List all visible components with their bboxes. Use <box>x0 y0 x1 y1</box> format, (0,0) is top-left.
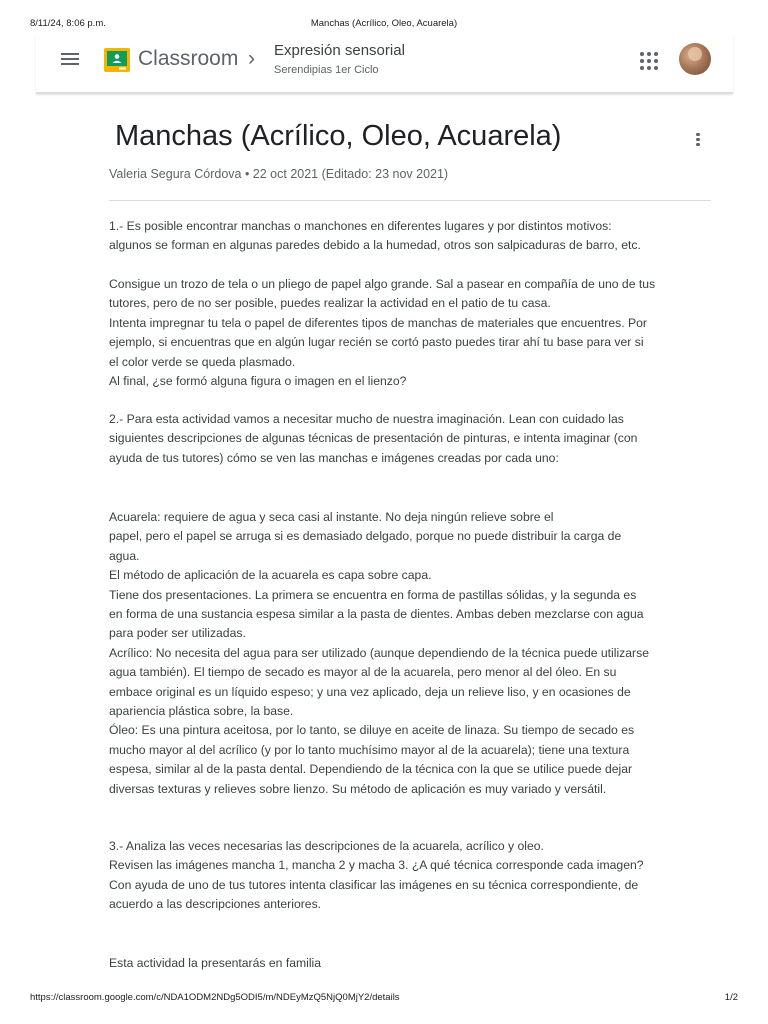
more-options-icon[interactable] <box>692 131 704 151</box>
body-paragraph-3 <box>109 410 719 468</box>
classroom-top-bar <box>36 36 733 94</box>
print-footer <box>0 992 768 1006</box>
hamburger-menu-icon[interactable] <box>58 50 82 70</box>
body-text-line: ejemplo, si encuentras que en algún lugar recién se cortó pasto puedes tirar ahí tu base para ver si <box>109 335 644 350</box>
body-text-line: Esta actividad la presentarás en familia <box>109 956 322 970</box>
print-url: https://classroom.google.com/c/NDA1ODM2NDg5ODI5/m/NDEyMzQ5NjQ0MjY2/details <box>30 992 400 1003</box>
body-text-line: papel, pero el papel se arruga si es demasiado delgado, porque no puede distribuir la carga de <box>109 529 622 544</box>
post-meta: Valeria Segura Córdova • 22 oct 2021 (Editado: 23 nov 2021) <box>109 167 449 181</box>
body-text-line: mucho mayor al del acrílico (y por lo tanto muchísimo mayor al de la acuarela); tiene una textura <box>109 742 630 757</box>
body-paragraph-2 <box>109 275 719 391</box>
breadcrumb-chevron-icon: › <box>248 47 255 70</box>
app-name[interactable]: Classroom <box>138 47 239 70</box>
class-section-label: Serendipias 1er Ciclo <box>274 64 379 76</box>
body-text-line: 3.- Analiza las veces necesarias las descripciones de la acuarela, acrílico y oleo. <box>109 839 544 853</box>
body-text-line: Revisen las imágenes mancha 1, mancha 2 y macha 3. ¿A qué técnica corresponde cada imagen? <box>109 858 644 873</box>
body-text-line: embace original es un líquido espeso; y una vez aplicado, deja un relieve liso, y en ocasiones de <box>109 684 631 699</box>
body-text-line: agua. <box>109 548 140 563</box>
google-apps-grid-icon[interactable] <box>638 50 660 72</box>
print-date: 8/11/24, 8:06 p.m. <box>30 18 106 29</box>
body-text-line: siguientes descripciones de algunas técnicas de presentación de pinturas, e intenta imaginar (con <box>109 431 638 446</box>
class-name-link[interactable]: Expresión sensorial <box>274 42 405 59</box>
body-text-line: el color verde se queda plasmado. <box>109 354 296 369</box>
user-avatar[interactable] <box>679 43 711 75</box>
body-text-line: Consigue un trozo de tela o un pliego de papel algo grande. Sal a pasear en compañía de uno de tus <box>109 277 656 291</box>
body-text-line: algunos se forman en algunas paredes debido a la humedad, otros son salpicaduras de barro, etc. <box>109 238 641 253</box>
body-text-line: Tiene dos presentaciones. La primera se encuentra en forma de pastillas sólidas, y la segunda es <box>109 587 637 602</box>
body-text-line: ayuda de tus tutores) cómo se ven las manchas e imágenes creadas por cada uno: <box>109 450 559 465</box>
post-title: Manchas (Acrílico, Oleo, Acuarela) <box>115 120 562 152</box>
body-text-line: apariencia plástica sobre, la base. <box>109 704 294 719</box>
body-text-line: Óleo: Es una pintura aceitosa, por lo tanto, se diluye en aceite de linaza. Su tiempo de secado es <box>109 723 635 738</box>
body-text-line: acuerdo a las descripciones anteriores. <box>109 897 322 912</box>
print-title: Manchas (Acrílico, Oleo, Acuarela) <box>310 18 458 29</box>
body-text-line: espesa, similar al de la pasta dental. Dependiendo de la técnica con la que se utilice puede dejar <box>109 762 633 777</box>
print-page-number: 1/2 <box>724 992 738 1003</box>
body-text-line: Acuarela: requiere de agua y seca casi al instante. No deja ningún relieve sobre el <box>109 510 554 524</box>
body-text-line: diversas texturas y relieves sobre lienzo. Su método de aplicación es muy variado y versátil. <box>109 781 607 796</box>
body-text-line: en forma de una sustancia espesa similar a la pasta de dientes. Ambas deben mezclarse con agua <box>109 607 644 622</box>
body-text-line: para poder ser utilizadas. <box>109 626 246 641</box>
body-text-line: Intenta impregnar tu tela o papel de diferentes tipos de manchas de materiales que encuentres. Por <box>109 315 647 330</box>
body-text-line: El método de aplicación de la acuarela es capa sobre capa. <box>109 568 432 583</box>
body-text-line: Al final, ¿se formó alguna figura o imagen en el lienzo? <box>109 374 407 389</box>
body-text-line: agua también). El tiempo de secado es mayor al de la acuarela, pero menor al del óleo. En su <box>109 665 617 680</box>
print-header <box>0 18 768 32</box>
classroom-logo-icon[interactable] <box>104 48 130 72</box>
header-divider <box>109 200 711 201</box>
body-paragraph-4 <box>109 837 719 915</box>
body-text-line: Acrílico: No necesita del agua para ser utilizado (aunque dependiendo de la técnica puede utilizarse <box>109 645 649 660</box>
body-text-line: 2.- Para esta actividad vamos a necesitar mucho de nuestra imaginación. Lean con cuidado las <box>109 412 624 426</box>
body-text-line: 1.- Es posible encontrar manchas o manchones en diferentes lugares y por distintos motivos: <box>109 219 612 233</box>
body-paragraph-closing <box>109 954 719 973</box>
body-text-line: Con ayuda de uno de tus tutores intenta clasificar las imágenes en su técnica correspondiente, de <box>109 877 639 892</box>
body-text-line: tutores, pero de no ser posible, puedes realizar la actividad en el patio de tu casa. <box>109 296 551 311</box>
body-paragraph-1 <box>109 217 719 256</box>
body-paragraph-techniques <box>109 508 719 799</box>
